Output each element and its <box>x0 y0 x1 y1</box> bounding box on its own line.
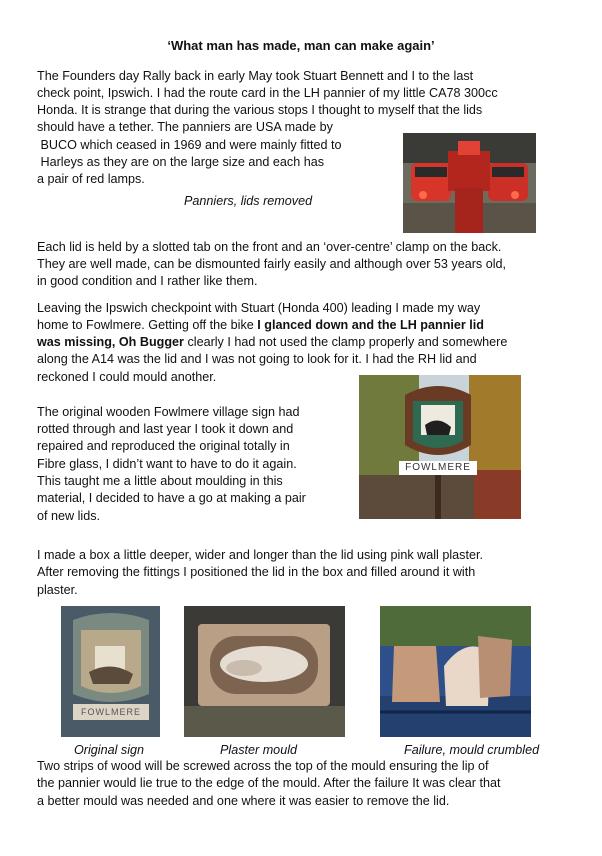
text-line: the pannier would lie true to the edge of the mould. After the failure It was clear that <box>37 776 501 790</box>
text-line: This taught me a little about moulding in this <box>37 474 283 488</box>
sign-text: FOWLMERE <box>80 707 141 717</box>
text-line: They are well made, can be dismounted fairly easily and although over 53 years old, <box>37 257 507 271</box>
text-line: of new lids. <box>37 509 100 523</box>
article-title: ‘What man has made, man can make again’ <box>167 38 435 53</box>
failure-mould-photo <box>380 606 531 737</box>
text-line: I made a box a little deeper, wider and longer than the lid using pink wall plaster. <box>37 548 483 562</box>
text-line: should have a tether. The panniers are USA made by <box>37 120 333 134</box>
village-sign-photo <box>359 375 521 519</box>
text-line: BUCO which ceased in 1969 and were mainly fitted to <box>37 138 342 152</box>
text-line: plaster. <box>37 583 78 597</box>
caption-original-sign: Original sign <box>74 743 144 757</box>
text-run: clearly I had not used the clamp properly and somewhere <box>183 335 508 349</box>
text-line: a pair of red lamps. <box>37 172 145 186</box>
text-line: The Founders day Rally back in early May took Stuart Bennett and I to the last <box>37 69 474 83</box>
text-line: Each lid is held by a slotted tab on the front and an ‘over-centre’ clamp on the back. <box>37 240 502 254</box>
text-line: reckoned I could mould another. <box>37 370 217 384</box>
plaster-mould-photo <box>184 606 345 737</box>
text-line: Leaving the Ipswich checkpoint with Stuart (Honda 400) leading I made my way <box>37 301 481 315</box>
text-line: Fibre glass, I didn’t want to have to do it again. <box>37 457 297 471</box>
text-line: Harleys as they are on the large size and each has <box>37 155 325 169</box>
sign-text: FOWLMERE <box>405 462 471 473</box>
text-run-bold: was missing, Oh Bugger <box>37 335 184 349</box>
original-sign-photo <box>61 606 160 737</box>
text-line: rotted through and last year I took it down and <box>37 422 294 436</box>
caption-failure: Failure, mould crumbled <box>404 743 540 757</box>
text-run: home to Fowlmere. Getting off the bike <box>37 318 258 332</box>
text-line: a better mould was needed and one where it was easier to remove the lid. <box>37 794 450 808</box>
text-line: Honda. It is strange that during the various stops I thought to myself that the lids <box>37 103 483 117</box>
text-line <box>37 317 484 334</box>
text-line: repaired and reproduced the original totally in <box>37 439 290 453</box>
text-run-bold: I glanced down and the LH pannier lid <box>257 318 484 332</box>
caption-panniers: Panniers, lids removed <box>184 194 313 208</box>
caption-plaster-mould: Plaster mould <box>220 743 297 757</box>
text-line: along the A14 was the lid and I was not going to look for it. I had the RH lid and <box>37 352 477 366</box>
text-line: check point, Ipswich. I had the route card in the LH pannier of my little CA78 300cc <box>37 86 498 100</box>
text-line: in good condition and I rather like them. <box>37 274 258 288</box>
text-line: The original wooden Fowlmere village sign had <box>37 405 300 419</box>
panniers-photo <box>403 133 536 233</box>
text-line: Two strips of wood will be screwed across the top of the mould ensuring the lip of <box>37 759 489 773</box>
text-line: After removing the fittings I positioned the lid in the box and filled around it with <box>37 565 476 579</box>
text-line <box>37 334 507 351</box>
text-line: material, I decided to have a go at making a pair <box>37 491 306 505</box>
